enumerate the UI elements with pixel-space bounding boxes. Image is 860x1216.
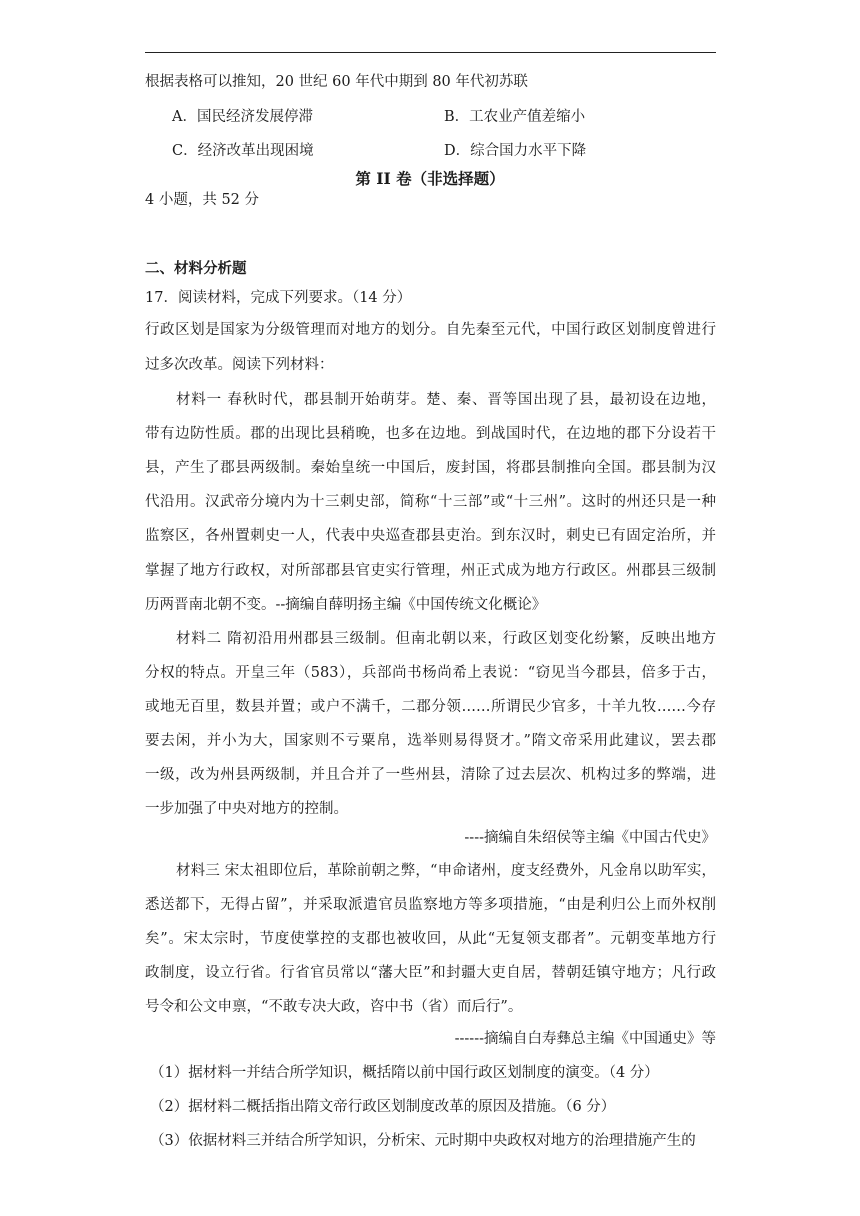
material-2-line: 材料二 隋初沿用州郡县三级制。但南北朝以来，行政区划变化纷繁，反映出地方 bbox=[176, 631, 716, 647]
material-1-line: 监察区，各州置刺史一人，代表中央巡查郡县吏治。到东汉时，刺史已有固定治所，并 bbox=[145, 528, 716, 544]
part-2-title: 第 II 卷（非选择题） bbox=[355, 169, 505, 188]
material-2-line: 或地无百里，数县并置；或户不满千，二郡分领……所谓民少官多，十羊九牧……今存 bbox=[145, 699, 716, 715]
header-rule bbox=[145, 52, 716, 53]
material-2-source: ----摘编自朱绍侯等主编《中国古代史》 bbox=[464, 830, 716, 846]
material-3-line: 号令和公文申禀，“不敢专决大政，咨中书（省）而后行”。 bbox=[145, 999, 523, 1015]
intro-line: 行政区划是国家为分级管理而对地方的划分。自先秦至元代，中国行政区划制度曾进行 bbox=[145, 322, 716, 338]
option-c: C．经济改革出现困境 bbox=[172, 143, 314, 159]
sub-question: （3）依据材料三并结合所学知识，分析宋、元时期中央政权对地方的治理措施产生的 bbox=[150, 1133, 696, 1149]
material-3-line: 材料三 宋太祖即位后，革除前朝之弊，“申命诸州，度支经费外，凡金帛以助军实， bbox=[176, 863, 716, 879]
material-2-line: 一级，改为州县两级制，并且合并了一些州县，清除了过去层次、机构过多的弊端，进 bbox=[145, 767, 716, 783]
option-b: B．工农业产值差缩小 bbox=[444, 109, 586, 125]
material-1-line: 历两晋南北朝不变。--摘编自薛明扬主编《中国传统文化概论》 bbox=[145, 597, 547, 613]
intro-line: 过多次改革。阅读下列材料： bbox=[145, 357, 334, 373]
sub-question: （1）据材料一并结合所学知识，概括隋以前中国行政区划制度的演变。（4 分） bbox=[150, 1065, 659, 1081]
material-1-line: 代沿用。汉武帝分境内为十三刺史部，简称“十三部”或“十三州”。这时的州还只是一种 bbox=[145, 494, 716, 510]
question-16-stem: 根据表格可以推知，20 世纪 60 年代中期到 80 年代初苏联 bbox=[145, 74, 528, 90]
question-17-header: 17．阅读材料，完成下列要求。（14 分） bbox=[145, 290, 412, 306]
material-1-line: 带有边防性质。郡的出现比县稍晚，也多在边地。到战国时代，在边地的郡下分设若干 bbox=[145, 426, 716, 442]
material-2-line: 一步加强了中央对地方的控制。 bbox=[145, 801, 348, 817]
material-3-line: 政制度，设立行省。行省官员常以“藩大臣”和封疆大吏自居，替朝廷镇守地方；凡行政 bbox=[145, 965, 716, 981]
part-2-summary: 4 小题，共 52 分 bbox=[145, 192, 260, 208]
section-heading: 二、材料分析题 bbox=[145, 260, 247, 277]
material-1-line: 掌握了地方行政权，对所部郡县官吏实行管理，州正式成为地方行政区。州郡县三级制 bbox=[145, 563, 716, 579]
option-d: D．综合国力水平下降 bbox=[444, 143, 587, 159]
material-3-source: ------摘编自白寿彝总主编《中国通史》等 bbox=[454, 1031, 716, 1047]
material-1-line: 县，产生了郡县两级制。秦始皇统一中国后，废封国，将郡县制推向全国。郡县制为汉 bbox=[145, 460, 716, 476]
material-3-line: 矣”。宋太宗时，节度使掌控的支郡也被收回，从此“无复领支郡者”。元朝变革地方行 bbox=[145, 931, 716, 947]
material-2-line: 分权的特点。开皇三年（583），兵部尚书杨尚希上表说：“窃见当今郡县，倍多于古， bbox=[145, 665, 716, 681]
material-1-line: 材料一 春秋时代，郡县制开始萌芽。楚、秦、晋等国出现了县，最初设在边地， bbox=[176, 392, 716, 408]
sub-question: （2）据材料二概括指出隋文帝行政区划制度改革的原因及措施。（6 分） bbox=[150, 1099, 616, 1115]
option-a: A．国民经济发展停滞 bbox=[172, 109, 313, 125]
material-3-line: 悉送都下，无得占留”，并采取派遣官员监察地方等多项措施，“由是利归公上而外权削 bbox=[145, 897, 716, 913]
material-2-line: 要去闲，并小为大，国家则不亏粟帛，选举则易得贤才。”隋文帝采用此建议，罢去郡 bbox=[145, 733, 716, 749]
